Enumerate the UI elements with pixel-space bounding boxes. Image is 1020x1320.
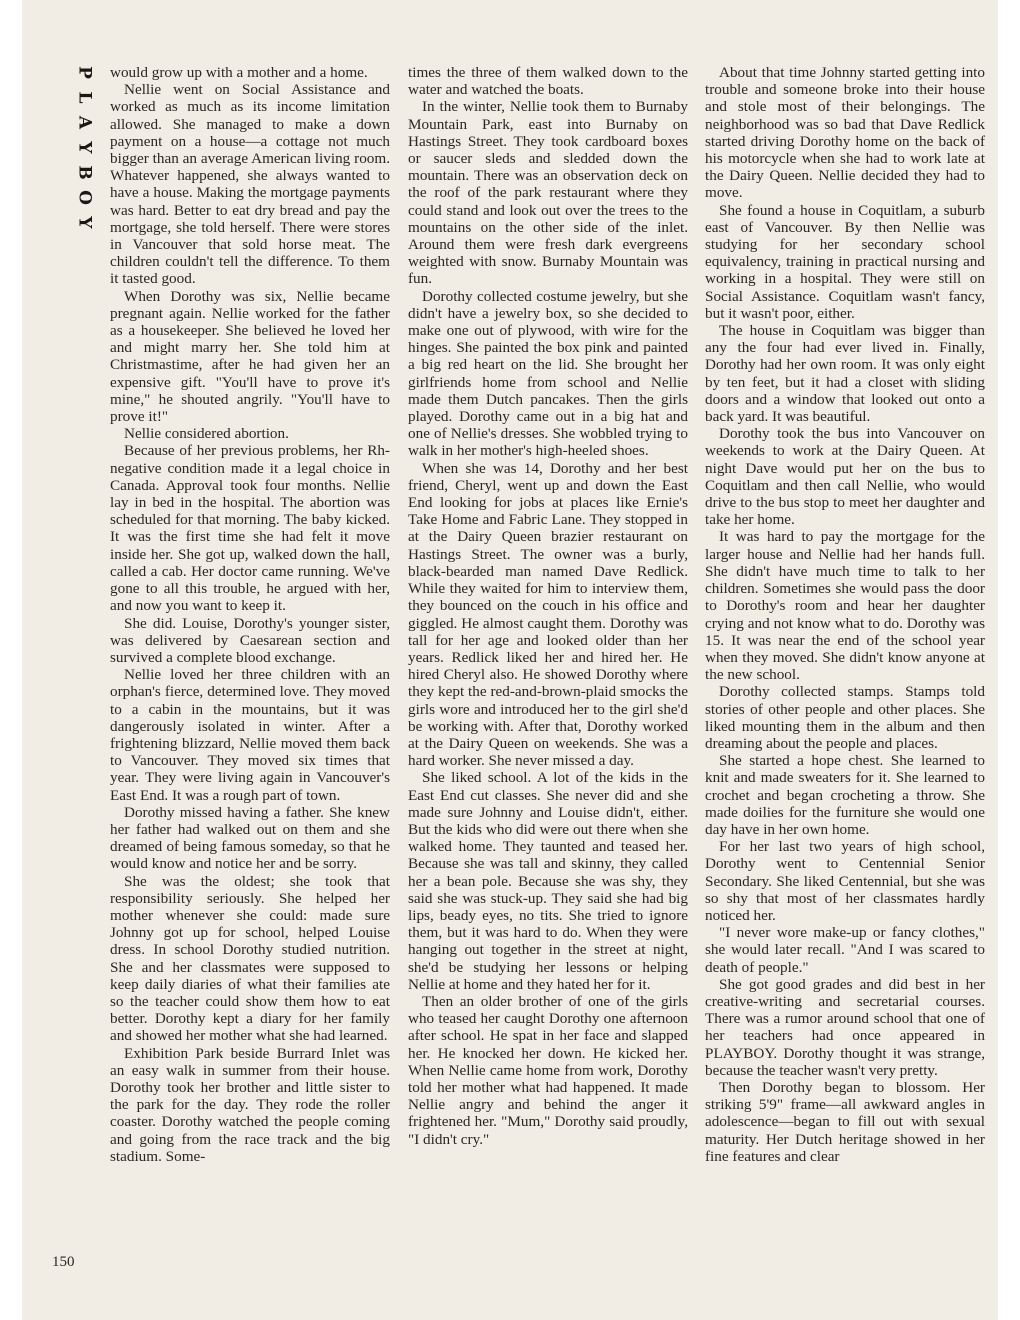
paragraph: Then an older brother of one of the girls who teased her caught Dorothy one afternoon after school. He spat in her face and slapped her. He knocked her down. He kicked her. When Nellie came home from work, Dorothy told her mother what had happened. It made Nellie angry and behind the anger it frightened her. "Mum," Dorothy said proudly, "I didn't cry.": [408, 992, 688, 1148]
side-title-letter: Y: [74, 216, 95, 229]
paragraph: She did. Louise, Dorothy's younger sister, was delivered by Caesarean section and survived a complete blood exchange.: [110, 614, 390, 666]
text-column-2: [408, 64, 688, 1148]
paragraph: It was hard to pay the mortgage for the larger house and Nellie had her hands full. She didn't have much time to talk to her children. Sometimes she would pass the door to Dorothy's room and hear her daughter crying and not know what to do. Dorothy was 15. It was near the end of the school year when they moved. She didn't know anyone at the new school.: [705, 528, 985, 684]
paragraph: When Dorothy was six, Nellie became pregnant again. Nellie worked for the father as a housekeeper. She believed he loved her and might marry her. She told him at Christmastime, after he had given her an expensive gift. "You'll have to prove it's mine," he shouted angrily. "You'll have to prove it!": [110, 287, 390, 426]
side-title-letter: O: [74, 190, 95, 205]
paragraph: Exhibition Park beside Burrard Inlet was an easy walk in summer from their house. Dorothy took her brother and little sister to the park for the day. They rode the roller coaster. Dorothy watched the people coming and going from the race track and the big stadium. Some-: [110, 1044, 390, 1165]
paragraph: She got good grades and did best in her creative-writing and secretarial courses. There was a rumor around school that one of her teachers had once appeared in PLAYBOY. Dorothy thought it was strange, because the teacher wasn't very pretty.: [705, 975, 985, 1079]
side-title-letter: A: [74, 115, 95, 130]
paragraph: times the three of them walked down to the water and watched the boats.: [408, 64, 688, 99]
paragraph: Nellie loved her three children with an orphan's fierce, determined love. They moved to a cabin in the mountains, but it was dangerously isolated in winter. After a frightening blizzard, Nellie moved them back to Vancouver. They moved six times that year. They were living again in Vancouver's East End. It was a rough part of town.: [110, 666, 390, 804]
side-title-letter: B: [74, 165, 95, 180]
paragraph: When she was 14, Dorothy and her best friend, Cheryl, went up and down the East End looking for jobs at places like Ernie's Take Home and Fabric Lane. They stopped in at the Dairy Queen brazier restaurant on Hastings Street. The owner was a burly, black-bearded man named Dave Redlick. While they waited for him to interview them, they bounced on the couch in his office and giggled. He almost caught them. Dorothy was tall for her age and looked older than her years. Redlick liked her and hired her. He hired Cheryl also. He showed Dorothy where they kept the red-and-brown-plaid smocks the girls wore and introduced her to the girl she'd be working with. After that, Dorothy worked at the Dairy Queen on weekends. She was a hard worker. She never missed a day.: [408, 459, 688, 770]
side-title-letter: L: [74, 91, 95, 104]
paragraph: Then Dorothy began to blossom. Her striking 5'9" frame—all awkward angles in adolescence—began to fill out with sexual maturity. Her Dutch heritage showed in her fine features and clear: [705, 1078, 985, 1165]
paragraph: She liked school. A lot of the kids in the East End cut classes. She never did and she made sure Johnny and Louise didn't, either. But the kids who did were out there when she walked home. They taunted and teased her. Because she was tall and skinny, they called her a bean pole. Because she was shy, they said she was stuck-up. They said she had big lips, beady eyes, no tits. She tried to ignore them, but it was hard to do. When they were hanging out together in the street at night, she'd be studying her lessons or helping Nellie at home and they hated her for it.: [408, 769, 688, 993]
page-number: 150: [52, 1254, 75, 1270]
paragraph: Dorothy missed having a father. She knew her father had walked out on them and she dreamed of being famous someday, so that he would know and notice her and be sorry.: [110, 803, 390, 873]
paragraph: Dorothy took the bus into Vancouver on weekends to work at the Dairy Queen. At night Dave would put her on the bus to Coquitlam and then call Nellie, who would drive to the bus stop to meet her daughter and take her home.: [705, 425, 985, 529]
paragraph: Dorothy collected stamps. Stamps told stories of other people and other places. She liked mounting them in the album and then dreaming about the people and places.: [705, 683, 985, 752]
paragraph: The house in Coquitlam was bigger than any the four had ever lived in. Finally, Dorothy had her own room. It was only eight by ten feet, but it had a closet with sliding doors and a window that looked out onto a back yard. It was beautiful.: [705, 322, 985, 426]
magazine-page: [22, 0, 998, 1320]
magazine-side-title: [74, 60, 94, 235]
paragraph: She was the oldest; she took that responsibility seriously. She helped her mother whenever she could: made sure Johnny got up for school, helped Louise dress. In school Dorothy studied nutrition. She and her classmates were supposed to keep daily diaries of what their families ate so the teacher could show them how to eat better. Dorothy kept a diary for her family and showed her mother what she had learned.: [110, 872, 390, 1045]
paragraph: would grow up with a mother and a home.: [110, 64, 368, 81]
paragraph: "I never wore make-up or fancy clothes," she would later recall. "And I was scared to death of people.": [705, 924, 985, 976]
text-column-1: [110, 64, 390, 1165]
paragraph: She found a house in Coquitlam, a suburb east of Vancouver. By then Nellie was studying for her secondary school equivalency, training in practical nursing and working in a hospital. They were still on Social Assistance. Coquitlam wasn't fancy, but it wasn't poor, either.: [705, 201, 985, 322]
paragraph: Nellie went on Social Assistance and worked as much as its income limitation allowed. She managed to make a down payment on a house—a cottage not much bigger than an average American living room. Whatever happened, she always wanted to have a house. Making the mortgage payments was hard. Better to eat dry bread and pay the mortgage, she told herself. There were stores in Vancouver that sold horse meat. The children couldn't tell the difference. To them it tasted good.: [110, 81, 390, 288]
paragraph: Nellie considered abortion.: [124, 425, 289, 443]
paragraph: She started a hope chest. She learned to knit and made sweaters for it. She learned to crochet and began crocheting a throw. She made doilies for the furniture she would one day have in her own home.: [705, 752, 985, 838]
paragraph: Dorothy collected costume jewelry, but she didn't have a jewelry box, so she decided to make one out of plywood, with wire for the hinges. She painted the box pink and painted a big red heart on the lid. She brought her girlfriends home from school and Nellie made them Dutch pancakes. Then the girls played. Dorothy came out in a big hat and one of Nellie's dresses. She wobbled trying to walk in her mother's high-heeled shoes.: [408, 287, 688, 460]
paragraph: In the winter, Nellie took them to Burnaby Mountain Park, east into Burnaby on Hastings Street. They took cardboard boxes or saucer sleds and sledded down the mountain. There was an observation deck on the roof of the park restaurant where they could stand and look out over the trees to the mountains on the other side of the inlet. Around them were fresh dark evergreens weighted with snow. Burnaby Mountain was fun.: [408, 98, 688, 288]
paragraph: About that time Johnny started getting into trouble and someone broke into their house and stole most of their belongings. The neighborhood was so bad that Dave Redlick started driving Dorothy home on the back of his motorcycle when she had to work late at the Dairy Queen. Nellie decided they had to move.: [705, 64, 985, 202]
paragraph: Because of her previous problems, her Rh-negative condition made it a legal choice in Canada. Approval took four months. Nellie lay in bed in the hospital. The abortion was scheduled for that morning. The baby kicked. It was the first time she had felt it move inside her. She got up, walked down the hall, called a cab. Her doctor came running. We've gone to all this trouble, he argued with her, and now you want to keep it.: [110, 442, 390, 615]
paragraph: For her last two years of high school, Dorothy went to Centennial Senior Secondary. She liked Centennial, but she was so shy that most of her classmates hardly noticed her.: [705, 838, 985, 924]
text-column-3: [705, 64, 985, 1165]
side-title-letter: Y: [74, 141, 95, 154]
side-title-letter: P: [74, 66, 95, 79]
